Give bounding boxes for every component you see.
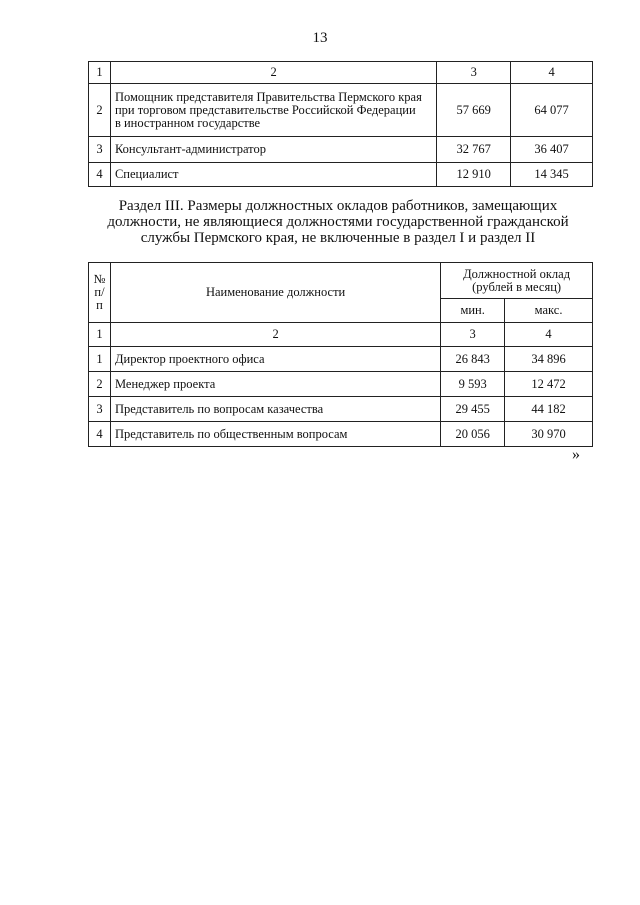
position-name-cell: Директор проектного офиса xyxy=(110,347,440,372)
table-row xyxy=(89,422,593,447)
table-row xyxy=(89,84,593,137)
salary-max-cell: 14 345 xyxy=(511,163,593,187)
section-title-line: Раздел III. Размеры должностных окладов работников, замещающих xyxy=(118,198,558,214)
row-number-cell: 3 xyxy=(89,397,111,422)
number-header-symbol: № xyxy=(93,272,106,286)
table-row xyxy=(89,397,593,422)
row-number-cell: 4 xyxy=(89,163,111,187)
column-number-cell: 3 xyxy=(437,62,511,84)
table-row xyxy=(89,372,593,397)
salary-max-cell: 34 896 xyxy=(505,347,593,372)
salary-min-cell: 32 767 xyxy=(437,137,511,163)
salary-min-header: мин. xyxy=(441,299,505,323)
section-title-line: должности, не являющиеся должностями государственной гражданской xyxy=(107,214,569,230)
position-name-cell: Представитель по общественным вопросам xyxy=(110,422,440,447)
page-number: 13 xyxy=(312,30,328,46)
salary-header-line: (рублей в месяц) xyxy=(472,279,562,294)
column-number-cell: 1 xyxy=(89,323,111,347)
position-name-column-header: Наименование должности xyxy=(110,263,440,323)
section-title xyxy=(78,198,598,246)
number-header-abbrev: п/п xyxy=(94,285,105,312)
salary-min-cell: 20 056 xyxy=(441,422,505,447)
column-number-row xyxy=(89,62,593,84)
closing-quote: » xyxy=(572,446,580,463)
column-number-cell: 4 xyxy=(505,323,593,347)
salary-max-header: макс. xyxy=(505,299,593,323)
row-number-cell: 4 xyxy=(89,422,111,447)
salary-table-continued xyxy=(88,61,593,187)
salary-min-cell: 57 669 xyxy=(437,84,511,137)
column-number-cell: 2 xyxy=(110,62,436,84)
salary-max-cell: 30 970 xyxy=(505,422,593,447)
salary-column-header xyxy=(441,263,593,299)
position-name-cell: Специалист xyxy=(110,163,436,187)
salary-max-cell: 36 407 xyxy=(511,137,593,163)
column-number-cell: 1 xyxy=(89,62,111,84)
position-name-cell: Менеджер проекта xyxy=(110,372,440,397)
position-name-cell: Консультант-администратор xyxy=(110,137,436,163)
salary-max-cell: 12 472 xyxy=(505,372,593,397)
column-number-cell: 4 xyxy=(511,62,593,84)
position-name-line: при торговом представительстве Российской Федерации xyxy=(114,102,416,117)
table-header-row xyxy=(89,263,593,299)
salary-min-cell: 12 910 xyxy=(437,163,511,187)
row-number-cell: 2 xyxy=(89,372,111,397)
salary-header-line: Должностной оклад xyxy=(463,266,571,281)
column-number-row xyxy=(89,323,593,347)
position-name-cell: Представитель по вопросам казачества xyxy=(110,397,440,422)
salary-max-cell: 44 182 xyxy=(505,397,593,422)
section-title-line: службы Пермского края, не включенные в раздел I и раздел II xyxy=(140,230,536,246)
salary-max-cell: 64 077 xyxy=(511,84,593,137)
position-name-line: в иностранном государстве xyxy=(114,115,261,130)
salary-min-cell: 9 593 xyxy=(441,372,505,397)
salary-table-section-3 xyxy=(88,262,593,447)
position-name-line: Помощник представителя Правительства Пермского края xyxy=(114,89,422,104)
table-row xyxy=(89,347,593,372)
number-column-header xyxy=(89,263,111,323)
salary-min-cell: 26 843 xyxy=(441,347,505,372)
salary-min-cell: 29 455 xyxy=(441,397,505,422)
table-row xyxy=(89,163,593,187)
row-number-cell: 1 xyxy=(89,347,111,372)
column-number-cell: 2 xyxy=(110,323,440,347)
column-number-cell: 3 xyxy=(441,323,505,347)
row-number-cell: 2 xyxy=(89,84,111,137)
table-row xyxy=(89,137,593,163)
position-name-cell xyxy=(110,84,436,137)
row-number-cell: 3 xyxy=(89,137,111,163)
